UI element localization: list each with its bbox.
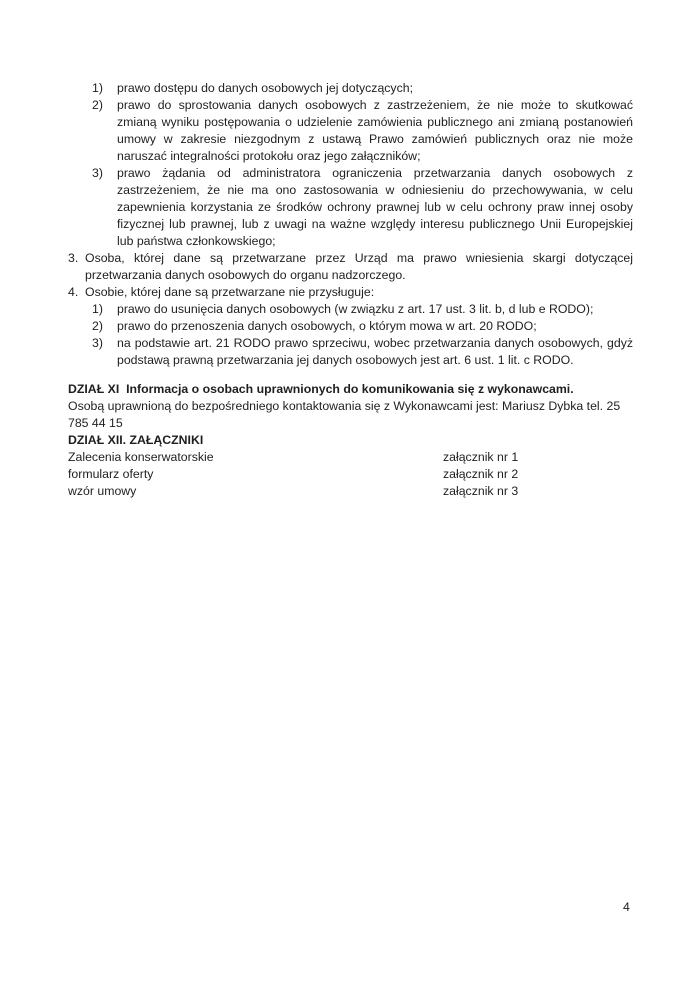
list-text: prawo żądania od administratora ograniczenia przetwarzania danych osobowych z zastrzeżeniem, że nie ma ono zastosowania w odniesieniu do przechowywania, w celu zapewnienia korzystania ze środków ochrony prawnej lub w celu ochrony praw innej osoby fizycznej lub prawnej, lub z uwagi na ważne względy interesu publicznego Unii Europejskiej lub państwa członkowskiego; xyxy=(117,166,633,248)
list-marker: 3) xyxy=(92,166,103,180)
attachment-row xyxy=(68,449,633,466)
list-item xyxy=(68,318,633,335)
list-item xyxy=(68,284,633,301)
page-content xyxy=(68,80,633,500)
list-item xyxy=(68,301,633,318)
list-marker: 3. xyxy=(68,251,79,265)
list-text: prawo dostępu do danych osobowych jej dotyczących; xyxy=(117,81,413,95)
attachment-name: formularz oferty xyxy=(68,467,154,481)
attachment-ref: załącznik nr 3 xyxy=(443,484,519,498)
list-item xyxy=(68,80,633,97)
list-marker: 2) xyxy=(92,98,103,112)
list-text: Osoba, której dane są przetwarzane przez Urząd ma prawo wniesienia skargi dotyczącej przetwarzania danych osobowych do organu nadzorczego. xyxy=(85,251,633,282)
list-item xyxy=(68,335,633,369)
list-marker: 4. xyxy=(68,285,79,299)
attachment-ref: załącznik nr 2 xyxy=(443,467,519,481)
attachment-name: Zalecenia konserwatorskie xyxy=(68,450,214,464)
list-text: prawo do przenoszenia danych osobowych, o którym mowa w art. 20 RODO; xyxy=(117,319,537,333)
attachment-row xyxy=(68,466,633,483)
contact-paragraph: Osobą uprawnioną do bezpośredniego kontaktowania się z Wykonawcami jest: Mariusz Dybka tel. 25 785 44 15 xyxy=(68,399,621,430)
list-text: prawo do sprostowania danych osobowych z zastrzeżeniem, że nie może to skutkować zmianą wyniku postępowania o udzielenie zamówienia publicznego ani zmianą postanowień umowy w zakresie niezgodnym z ustawą Prawo zamówień publicznych oraz nie może naruszać integralności protokołu oraz jego załączników; xyxy=(117,98,633,163)
list-text: na podstawie art. 21 RODO prawo sprzeciwu, wobec przetwarzania danych osobowych, gdyż podstawą prawną przetwarzania jej danych osobowych jest art. 6 ust. 1 lit. c RODO. xyxy=(117,336,633,367)
list-marker: 2) xyxy=(92,319,103,333)
attachment-name: wzór umowy xyxy=(68,484,137,498)
list-text: Osobie, której dane są przetwarzane nie przysługuje: xyxy=(85,285,375,299)
list-text: prawo do usunięcia danych osobowych (w związku z art. 17 ust. 3 lit. b, d lub e RODO); xyxy=(117,302,594,316)
list-marker: 3) xyxy=(92,336,103,350)
list-item xyxy=(68,165,633,250)
section-heading-dzial-xi: DZIAŁ XI Informacja o osobach uprawnionych do komunikowania się z wykonawcami. xyxy=(68,382,574,396)
list-marker: 1) xyxy=(92,302,103,316)
attachment-ref: załącznik nr 1 xyxy=(443,450,519,464)
page-number: 4 xyxy=(623,900,630,914)
list-marker: 1) xyxy=(92,81,103,95)
list-item xyxy=(68,97,633,165)
attachment-row xyxy=(68,483,633,500)
list-item xyxy=(68,250,633,284)
section-heading-dzial-xii: DZIAŁ XII. ZAŁĄCZNIKI xyxy=(68,433,204,447)
